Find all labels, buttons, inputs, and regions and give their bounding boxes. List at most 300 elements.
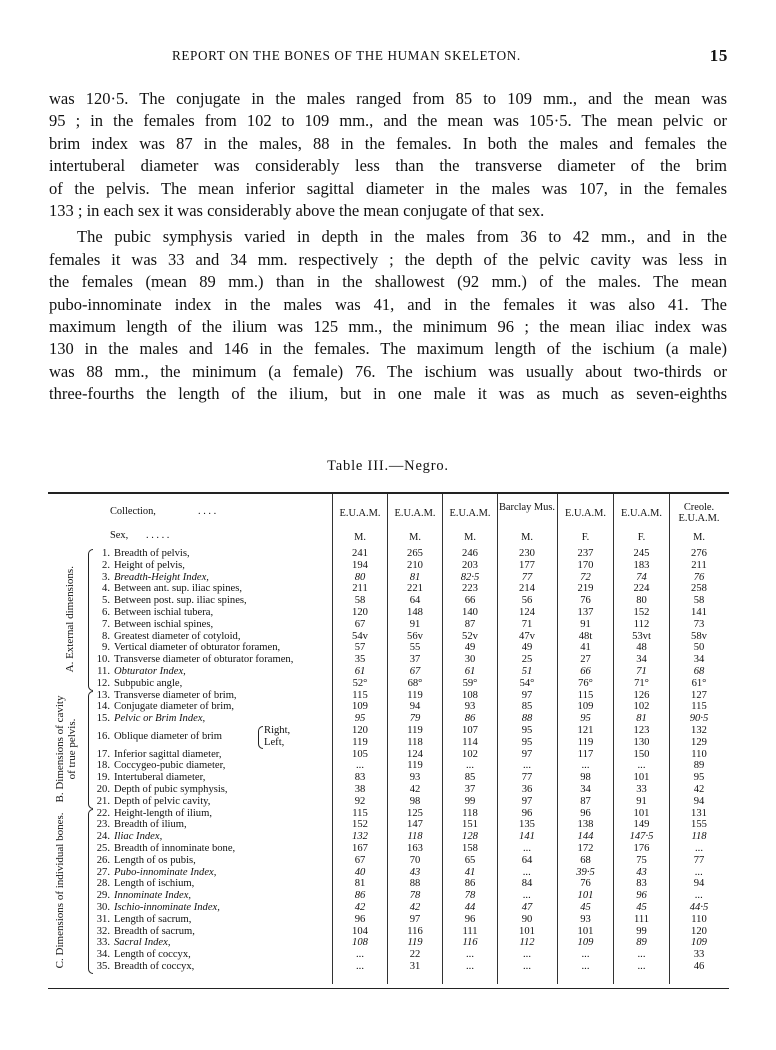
body-text <box>49 88 727 406</box>
text-line: females it was 33 and 34 mm. respectively ; the depth of the pelvic cavity was less in <box>49 249 727 269</box>
table-cell: 58v <box>691 630 707 642</box>
table-cell: 44 <box>464 902 476 913</box>
column-header-collection: Barclay Mus. <box>499 502 555 513</box>
row-label-text: Breadth of pelvis, <box>114 548 190 559</box>
row-label-text: Breadth of ilium, <box>114 819 187 831</box>
table-cell: 116 <box>407 925 423 937</box>
row-label <box>92 583 242 594</box>
table-cell: 96 <box>636 890 647 902</box>
table-cell: 54v <box>352 630 368 642</box>
row-number: 11. <box>97 666 110 677</box>
column-rule <box>442 494 443 984</box>
row-label <box>92 819 187 830</box>
table-cell: 55 <box>409 642 421 654</box>
table-cell: 93 <box>409 772 421 784</box>
table-cell: 119 <box>407 760 423 772</box>
row-number: 8. <box>102 630 110 642</box>
column-header-collection: Creole. E.U.A.M. <box>678 502 720 524</box>
table-cell: 43 <box>636 866 647 878</box>
table-cell: 52v <box>462 630 478 642</box>
table-cell: 42 <box>693 784 705 795</box>
table-cell: ... <box>695 890 703 902</box>
brace <box>258 726 263 749</box>
table-cell: 71 <box>636 666 647 677</box>
table-cell: 126 <box>633 689 650 701</box>
table-cell: 76 <box>580 878 591 890</box>
table-cell: 265 <box>407 548 423 559</box>
table-cell: 31 <box>409 961 421 972</box>
row-label <box>92 772 205 783</box>
table-cell: 76° <box>578 677 593 689</box>
row-label-text: Breadth-Height Index, <box>114 571 209 583</box>
row-number: 14. <box>96 701 110 713</box>
table-cell: 89 <box>636 937 647 949</box>
row-label-text: Between post. sup. iliac spines, <box>114 595 247 607</box>
table-cell: 102 <box>633 701 650 713</box>
table-cell: 67 <box>409 666 421 677</box>
table-cell: ... <box>356 961 364 972</box>
table-cell: 108 <box>462 689 478 701</box>
row-number: 31. <box>96 913 110 925</box>
table-cell: 170 <box>577 559 594 571</box>
table-cell: 148 <box>407 607 423 618</box>
table-cell: 141 <box>691 607 707 618</box>
group-brace <box>88 691 93 809</box>
table-cell: 151 <box>462 819 478 831</box>
table-cell: 34 <box>636 654 647 666</box>
table-cell: 45 <box>580 902 591 913</box>
table-cell: 147·5 <box>629 831 654 843</box>
row-label-text: Transverse diameter of brim, <box>114 689 237 701</box>
table-cell: 210 <box>407 559 423 571</box>
table-cell: 86 <box>464 878 476 890</box>
table-cell: 98 <box>580 772 591 784</box>
table-cell: 34 <box>693 654 705 666</box>
table-cell: 93 <box>580 913 591 925</box>
table-cell: 50 <box>693 642 705 654</box>
table-cell: 152 <box>352 819 368 831</box>
row-number: 21. <box>96 795 110 807</box>
table-cell: ... <box>356 949 364 961</box>
table-cell: 58 <box>693 595 705 607</box>
table-cell: 41 <box>580 642 591 654</box>
row-label-text: Vertical diameter of obturator foramen, <box>114 642 281 654</box>
row-number: 34. <box>96 949 110 961</box>
row-label <box>92 808 212 819</box>
row-label <box>92 548 190 559</box>
table-cell: 81 <box>409 571 421 583</box>
table-cell: 64 <box>521 854 533 866</box>
text-line: was 120·5. The conjugate in the males ranged from 85 to 109 mm., and the mean was <box>49 89 727 108</box>
column-rule <box>387 494 388 984</box>
table-cell: 276 <box>691 548 707 559</box>
table-cell: 96 <box>464 913 476 925</box>
table-cell: 94 <box>693 795 705 807</box>
table-cell: 52° <box>352 677 368 689</box>
row-number: 20. <box>96 784 110 795</box>
table-cell: 94 <box>409 701 421 713</box>
column-header-collection: E.U.A.M. <box>394 508 436 519</box>
row-label-text: Coccygeo-pubic diameter, <box>114 760 226 772</box>
table-cell: 67 <box>354 854 366 866</box>
table-cell: 47v <box>519 630 535 642</box>
text-line: intertuberal diameter was considerably less than the transverse diameter of the brim <box>49 156 727 176</box>
table-cell: 59° <box>462 677 478 689</box>
row-label <box>92 867 216 878</box>
table-cell: ... <box>637 949 646 961</box>
table-cell: 124 <box>519 607 535 618</box>
table-cell: 115 <box>352 689 368 701</box>
table-cell: 152 <box>633 607 650 618</box>
row-number: 33. <box>96 937 110 949</box>
column-header-sex: F. <box>581 532 590 543</box>
table-cell: 72 <box>580 571 591 583</box>
row-label <box>92 855 196 866</box>
table-cell: 70 <box>409 854 421 866</box>
table-cell: ... <box>356 760 364 772</box>
row-label <box>92 890 191 901</box>
table-cell: 176 <box>633 843 650 854</box>
table-cell: 96 <box>580 807 591 819</box>
table-cell: 99 <box>464 795 476 807</box>
row-label <box>92 914 191 925</box>
table-cell: ... <box>466 760 474 772</box>
table-cell: 79 <box>409 713 421 725</box>
leader-dots: . . . . . <box>146 530 170 541</box>
table-cell: 42 <box>354 902 366 913</box>
row-label <box>92 961 194 972</box>
table-cell: 123 <box>633 725 650 736</box>
table-cell: 77 <box>693 854 705 866</box>
table-cell: 211 <box>352 583 368 595</box>
table-cell: 155 <box>691 819 707 831</box>
row-label-text: Inferior sagittal diameter, <box>114 748 222 760</box>
column-rule <box>332 494 333 984</box>
table-cell: ... <box>637 961 646 972</box>
table-cell: 92 <box>354 795 366 807</box>
table-cell: 203 <box>462 559 478 571</box>
table-cell: 132 <box>352 831 368 843</box>
table-cell: 150 <box>633 748 650 760</box>
table-cell: 230 <box>519 548 535 559</box>
table-cell: 118 <box>691 831 707 843</box>
row-label <box>92 690 237 701</box>
table-cell: 115 <box>352 807 368 819</box>
row-label-text: Ischio-innominate Index, <box>114 902 220 913</box>
table-cell: ... <box>523 890 531 902</box>
table-cell: ... <box>523 866 531 878</box>
row-number: 17. <box>96 748 110 760</box>
table-cell: ... <box>637 760 646 772</box>
row-label-text: Oblique diameter of brim <box>114 730 222 742</box>
table-cell: 46 <box>693 961 705 972</box>
table-cell: 71° <box>634 677 649 689</box>
table-cell: 116 <box>462 937 478 949</box>
table-cell: 97 <box>409 913 421 925</box>
row-label <box>92 937 170 948</box>
table-cell: 120 <box>352 725 368 736</box>
row-label-text: Obturator Index, <box>114 666 186 677</box>
row-number: 16. <box>96 730 110 742</box>
sex-label: Sex, <box>110 530 129 541</box>
column-rule <box>669 494 670 984</box>
row-label-text: Breadth of sacrum, <box>114 925 195 937</box>
table-cell: 132 <box>691 725 707 736</box>
row-label <box>92 760 225 771</box>
column-header-collection: E.U.A.M. <box>565 508 606 519</box>
table-cell: 221 <box>407 583 423 595</box>
table-cell: ... <box>695 866 703 878</box>
row-label-text: Depth of pelvic cavity, <box>114 795 211 807</box>
group-label: C. Dimensions of individual bones. <box>54 812 66 969</box>
table-cell: 58 <box>354 595 366 607</box>
row-label <box>92 878 194 889</box>
table-cell: 44·5 <box>689 902 709 913</box>
row-number: 25. <box>96 843 110 854</box>
text-line: pubo-innominate index in the males was 41, and in the females it was also 41. The <box>49 294 727 314</box>
table-cell: 158 <box>462 843 478 854</box>
table-cell: 78 <box>464 890 476 902</box>
table-cell: 115 <box>691 701 707 713</box>
row-number: 22. <box>96 807 110 819</box>
leader-dots: . . . . <box>198 506 217 517</box>
row-label <box>92 831 162 842</box>
row-number: 4. <box>102 583 110 595</box>
table-cell: 30 <box>464 654 476 666</box>
table-cell: 43 <box>409 866 421 878</box>
table-cell: 118 <box>407 736 423 748</box>
text-line: the females (mean 89 mm.) than in the shallowest (92 mm.) of the males. The mean <box>49 272 727 292</box>
table-cell: 131 <box>691 807 707 819</box>
row-number: 3. <box>102 571 110 583</box>
row-label-text: Sacral Index, <box>114 937 171 949</box>
text-line: brim index was 87 in the males, 88 in the females. In both the males and females the <box>49 133 727 153</box>
oblique-sides <box>264 725 290 749</box>
row-label <box>92 701 234 712</box>
table-cell: 96 <box>354 913 366 925</box>
table-cell: 85 <box>464 772 476 784</box>
table-cell: 141 <box>519 831 535 843</box>
column-rule <box>613 494 614 984</box>
table-cell: 38 <box>354 784 366 795</box>
column-header-collection: E.U.A.M. <box>449 508 491 519</box>
table-cell: 110 <box>691 913 707 925</box>
table-cell: 42 <box>409 784 421 795</box>
table-cell: 224 <box>633 583 650 595</box>
text-line: of the pelvis. The mean inferior sagittal diameter in the males was 107, in the females <box>49 178 727 198</box>
table-cell: 89 <box>693 760 705 772</box>
table-cell: 86 <box>354 890 366 902</box>
table-cell: 147 <box>407 819 423 831</box>
table-cell: 237 <box>577 548 594 559</box>
table-cell: 90·5 <box>689 713 709 725</box>
table-cell: 37 <box>464 784 476 795</box>
row-label-text: Between ischial spines, <box>114 618 214 630</box>
group-label: B. Dimensions of cavity of true pelvis. <box>54 695 78 803</box>
table-cell: 67 <box>354 618 366 630</box>
row-label <box>92 666 186 677</box>
table-cell: 40 <box>354 866 366 878</box>
text-line: maximum length of the ilium was 125 mm., the minimum 96 ; the mean iliac index was <box>49 317 727 337</box>
table-cell: 110 <box>691 748 707 760</box>
row-label-text: Length of sacrum, <box>114 913 192 925</box>
row-number: 27. <box>96 866 110 878</box>
table-cell: 49 <box>464 642 476 654</box>
table-cell: 35 <box>354 654 366 666</box>
row-label-text: Height-length of ilium, <box>114 807 212 819</box>
table-cell: 119 <box>352 736 368 748</box>
table-cell: 211 <box>691 559 707 571</box>
side-right: Right, <box>264 725 291 736</box>
table-cell: 68° <box>407 677 423 689</box>
side-left: Left, <box>264 736 285 748</box>
row-number: 1. <box>102 548 110 559</box>
table-cell: 95 <box>354 713 366 725</box>
row-label <box>92 784 228 795</box>
table-cell: 95 <box>693 772 705 784</box>
text-line: was 88 mm., the minimum (a female) 76. The ischium was usually about two-thirds or <box>49 361 727 381</box>
table-cell: ... <box>581 760 590 772</box>
table-cell: 138 <box>577 819 594 831</box>
column-header-collection: E.U.A.M. <box>339 508 381 519</box>
row-label <box>92 949 191 960</box>
table-cell: 129 <box>691 736 707 748</box>
table-cell: 42 <box>409 902 421 913</box>
row-label <box>92 607 213 618</box>
table-cell: 109 <box>577 937 594 949</box>
row-number: 24. <box>96 831 110 843</box>
table-cell: 177 <box>519 559 535 571</box>
table-cell: 73 <box>693 618 705 630</box>
table-cell: 57 <box>354 642 366 654</box>
table-cell: 34 <box>580 784 591 795</box>
row-label-text: Greatest diameter of cotyloid, <box>114 630 241 642</box>
table-cell: 117 <box>577 748 594 760</box>
row-number: 26. <box>96 854 110 866</box>
group-brace <box>88 549 93 691</box>
column-header-sex: F. <box>637 532 646 543</box>
running-title: REPORT ON THE BONES OF THE HUMAN SKELETON. <box>172 48 521 63</box>
table-cell: 61° <box>691 677 707 689</box>
table-cell: 112 <box>519 937 535 949</box>
row-label-text: Subpubic angle, <box>114 677 183 689</box>
table-cell: 56v <box>407 630 423 642</box>
table-caption: Table III.—Negro. <box>327 458 449 474</box>
column-rule <box>497 494 498 984</box>
table-cell: ... <box>466 949 474 961</box>
column-header-sex: M. <box>693 532 705 543</box>
table-cell: 172 <box>577 843 594 854</box>
table-cell: 97 <box>521 795 533 807</box>
row-label <box>92 902 220 913</box>
table-cell: 86 <box>464 713 476 725</box>
row-number: 6. <box>102 607 110 618</box>
table-cell: 61 <box>354 666 366 677</box>
table-cell: 85 <box>521 701 533 713</box>
row-number: 13. <box>96 689 110 701</box>
table-cell: 51 <box>521 666 533 677</box>
table-cell: 144 <box>577 831 594 843</box>
table-cell: 25 <box>521 654 533 666</box>
row-label-text: Depth of pubic symphysis, <box>114 784 228 795</box>
text-line: 133 ; in each sex it was considerably above the mean conjugate of that sex. <box>49 201 545 221</box>
table-cell: ... <box>466 961 474 972</box>
table-cell: 83 <box>354 772 366 784</box>
table-cell: 111 <box>462 925 478 937</box>
table-cell: 36 <box>521 784 533 795</box>
table-cell: 119 <box>407 937 423 949</box>
row-number: 7. <box>102 618 110 630</box>
row-label <box>92 560 185 571</box>
table-cell: 137 <box>577 607 594 618</box>
table-cell: 109 <box>577 701 594 713</box>
table-cell: 68 <box>693 666 705 677</box>
table-cell: 64 <box>409 595 421 607</box>
table-cell: 219 <box>577 583 594 595</box>
table-cell: 120 <box>352 607 368 618</box>
row-label <box>92 595 247 606</box>
table-cell: 101 <box>633 772 650 784</box>
table-cell: 41 <box>464 866 476 878</box>
table-cell: ... <box>523 843 531 854</box>
table-cell: 81 <box>354 878 366 890</box>
table-cell: 101 <box>577 890 594 902</box>
table-cell: 66 <box>464 595 476 607</box>
table-cell: 22 <box>409 949 421 961</box>
table-cell: 91 <box>636 795 647 807</box>
table-cell: 71 <box>521 618 533 630</box>
table-cell: 163 <box>407 843 423 854</box>
row-label-text: Between ischial tubera, <box>114 607 214 618</box>
table-cell: 61 <box>464 666 476 677</box>
table-cell: ... <box>523 961 531 972</box>
table-cell: 115 <box>577 689 594 701</box>
table-cell: 65 <box>464 854 476 866</box>
table-cell: 49 <box>521 642 533 654</box>
table-cell: 241 <box>352 548 368 559</box>
table-cell: 75 <box>636 854 647 866</box>
text-line: 95 ; in the females from 102 to 109 mm., and the mean was 105·5. The mean pelvic or <box>49 111 727 131</box>
row-number: 32. <box>96 925 110 937</box>
table-cell: ... <box>581 949 590 961</box>
table-cell: 91 <box>409 618 421 630</box>
row-number: 23. <box>96 819 110 831</box>
table-cell: 78 <box>409 890 421 902</box>
table-cell: 66 <box>580 666 591 677</box>
table-cell: 33 <box>636 784 647 795</box>
table-cell: 128 <box>462 831 478 843</box>
table-cell: 109 <box>352 701 368 713</box>
table-cell: 56 <box>521 595 533 607</box>
table-cell: 95 <box>521 736 533 748</box>
row-label <box>92 619 213 630</box>
row-number: 35. <box>96 961 110 972</box>
column-header-sex: M. <box>464 532 476 543</box>
table-cell: 125 <box>407 807 423 819</box>
table-cell: 246 <box>462 548 478 559</box>
table-cell: 88 <box>521 713 533 725</box>
row-number: 12. <box>96 677 110 689</box>
row-label-text: Intertuberal diameter, <box>114 772 206 784</box>
table-cell: 135 <box>519 819 535 831</box>
table-cell: 48 <box>636 642 647 654</box>
row-number: 15. <box>96 713 110 725</box>
table-cell: ... <box>523 760 531 772</box>
table-cell: 93 <box>464 701 476 713</box>
table-cell: 119 <box>407 689 423 701</box>
table-cell: 105 <box>352 748 368 760</box>
table-cell: 101 <box>577 925 594 937</box>
